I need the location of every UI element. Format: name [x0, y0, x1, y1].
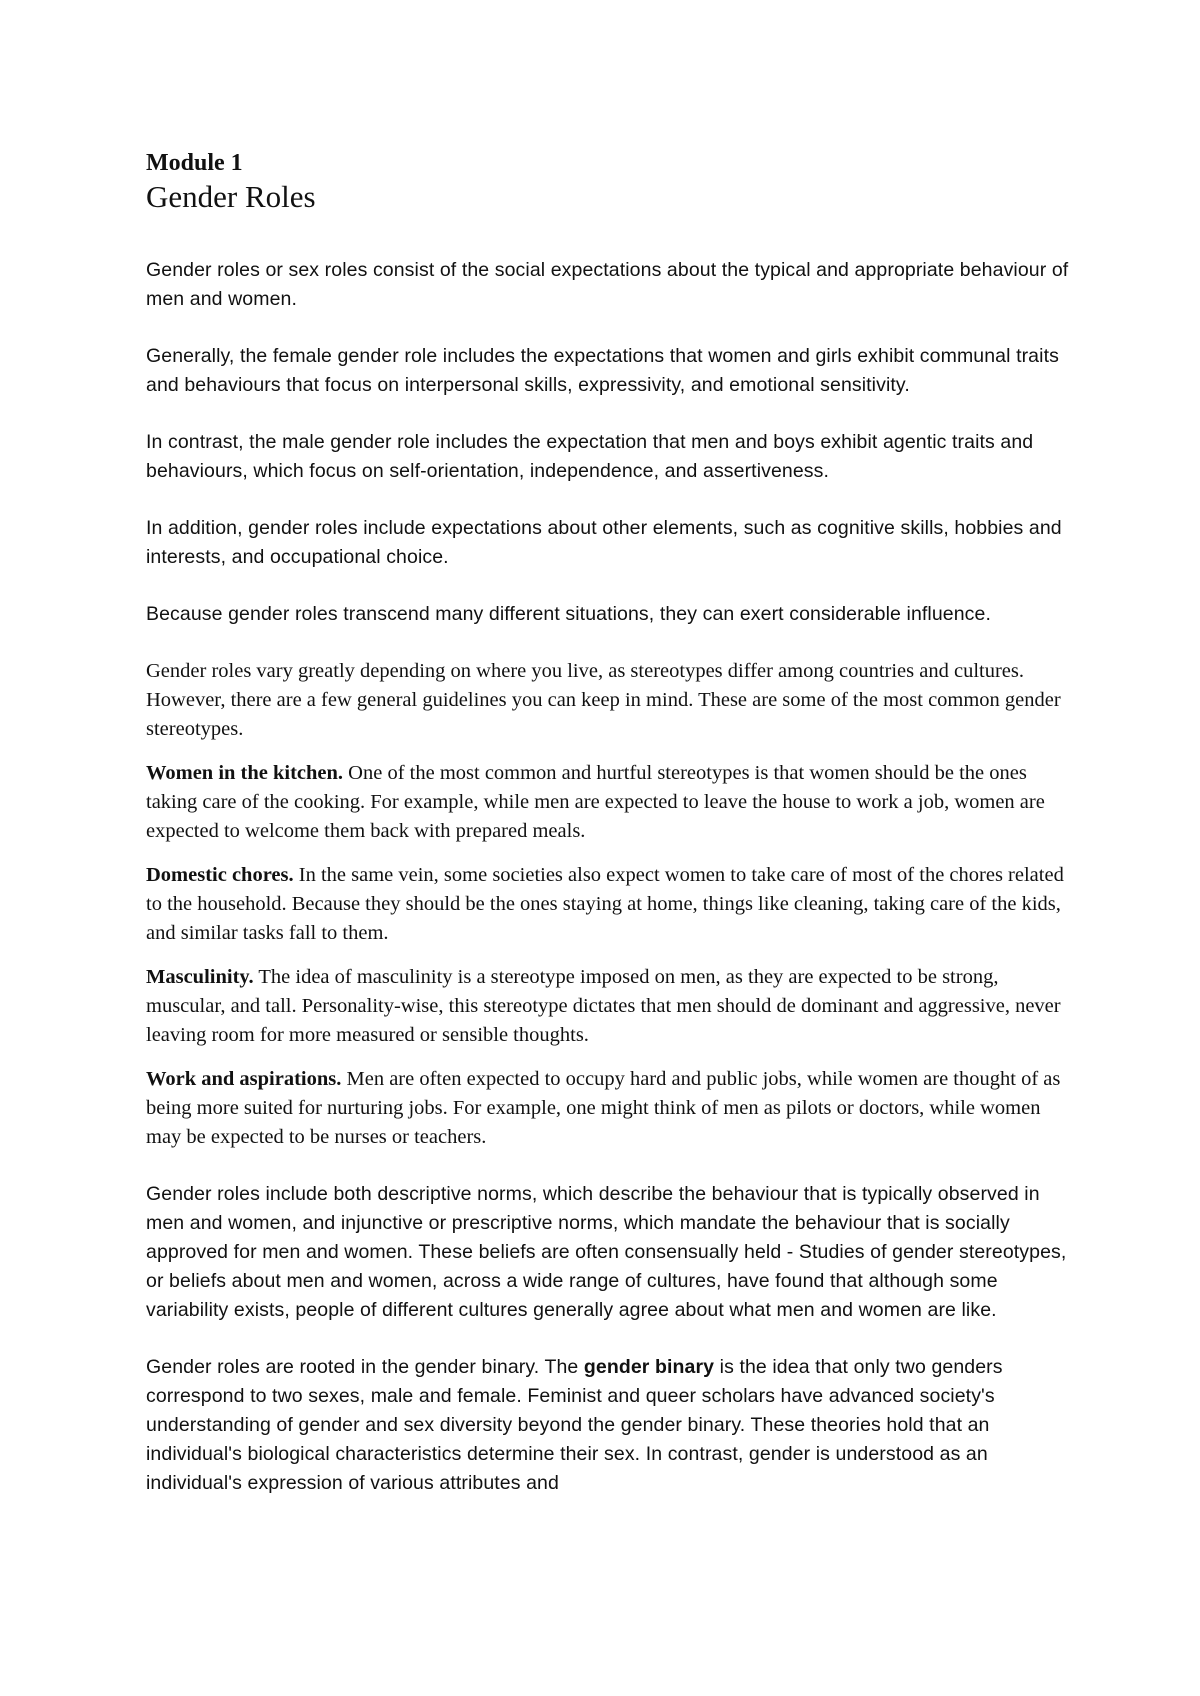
- module-label: Module 1: [146, 150, 243, 176]
- stereotype-item-chores: [146, 861, 1076, 948]
- stereotype-text: Men are often expected to occupy hard and public jobs, while women are thought of as being more suited for nurturing jobs. For example, one might think of men as pilots or doctors, while women may be expected to be nurses or teachers.: [146, 1068, 1061, 1148]
- paragraph-other-elements: In addition, gender roles include expectations about other elements, such as cognitive skills, hobbies and interests, and occupational choice.: [146, 517, 1062, 568]
- paragraph-female-role: Generally, the female gender role includes the expectations that women and girls exhibit communal traits and behaviours that focus on interpersonal skills, expressivity, and emotional sensitivity.: [146, 345, 1059, 396]
- paragraph-norms: Gender roles include both descriptive norms, which describe the behaviour that is typically observed in men and women, and injunctive or prescriptive norms, which mandate the behaviour that is socially approved for men and women. These beliefs are often consensually held - Studies of gender stereotypes, or beliefs about men and women, across a wide range of cultures, have found that although some variability exists, people of different cultures generally agree about what men and women are like.: [146, 1183, 1067, 1321]
- stereotype-text: One of the most common and hurtful stereotypes is that women should be the ones taking care of the cooking. For example, while men are expected to leave the house to work a job, women are expected to welcome them back with prepared meals.: [146, 762, 1045, 842]
- binary-text-start: Gender roles are rooted in the gender binary. The: [146, 1356, 584, 1378]
- paragraph-gender-binary: [146, 1353, 1076, 1498]
- document-page: [146, 148, 1076, 1498]
- stereotype-heading: Women in the kitchen.: [146, 762, 344, 784]
- stereotype-item-kitchen: [146, 759, 1076, 846]
- page-title: Gender Roles: [146, 179, 316, 214]
- stereotype-text: The idea of masculinity is a stereotype imposed on men, as they are expected to be strong, muscular, and tall. Personality-wise, this stereotype dictates that men should de dominant and aggressive, never leaving room for more measured or sensible thoughts.: [146, 966, 1061, 1046]
- binary-term: gender binary: [583, 1356, 715, 1378]
- paragraph-definition: Gender roles or sex roles consist of the social expectations about the typical and appropriate behaviour of men and women.: [146, 259, 1069, 310]
- stereotype-heading: Masculinity.: [146, 966, 254, 988]
- stereotype-item-masculinity: [146, 963, 1076, 1050]
- stereotype-text: In the same vein, some societies also expect women to take care of most of the chores related to the household. Because they should be the ones staying at home, things like cleaning, taking care of the kids, and similar tasks fall to them.: [146, 864, 1064, 944]
- binary-text-end: is the idea that only two genders correspond to two sexes, male and female. Feminist and queer scholars have advanced society's understanding of gender and sex diversity beyond the gender binary. These theories hold that an individual's biological characteristics determine their sex. In contrast, gender is understood as an individual's expression of various attributes and: [146, 1356, 1003, 1494]
- stereotype-heading: Work and aspirations.: [146, 1068, 342, 1090]
- stereotype-heading: Domestic chores.: [146, 864, 294, 886]
- paragraph-influence: Because gender roles transcend many different situations, they can exert considerable influence.: [146, 603, 991, 625]
- paragraph-male-role: In contrast, the male gender role includes the expectation that men and boys exhibit agentic traits and behaviours, which focus on self-orientation, independence, and assertiveness.: [146, 431, 1034, 482]
- stereotype-item-work: [146, 1065, 1076, 1152]
- paragraph-stereotypes-intro: Gender roles vary greatly depending on where you live, as stereotypes differ among countries and cultures. However, there are a few general guidelines you can keep in mind. These are some of the most common gender stereotypes.: [146, 660, 1061, 740]
